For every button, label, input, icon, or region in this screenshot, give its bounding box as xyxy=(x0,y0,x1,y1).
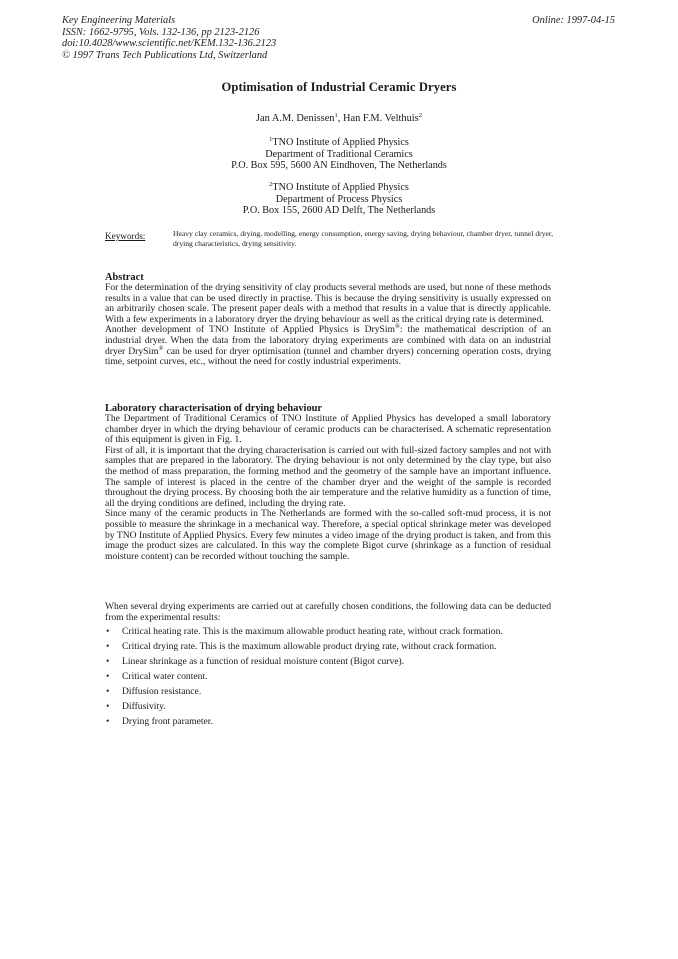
list-item: • Critical heating rate. This is the maximum allowable product heating rate, without crack formation. xyxy=(106,626,503,638)
affil-address: P.O. Box 595, 5600 AN Eindhoven, The Netherlands xyxy=(231,160,447,172)
list-item: • Linear shrinkage as a function of residual moisture content (Bigot curve). xyxy=(106,656,405,668)
list-item: • Critical drying rate. This is the maximum allowable product drying rate, without crack formation. xyxy=(106,641,497,653)
list-item: • Diffusion resistance. xyxy=(106,686,202,698)
affil-mark: 1 xyxy=(269,136,273,143)
author-separator: , xyxy=(337,113,343,124)
bullet-icon: • xyxy=(106,686,110,698)
affil-address: P.O. Box 155, 2600 AD Delft, The Netherlands xyxy=(242,205,436,217)
online-date: Online: 1997-04-15 xyxy=(532,15,615,26)
copyright-line: © 1997 Trans Tech Publications Ltd, Switzerland xyxy=(62,49,268,61)
author-affil-mark: 1 xyxy=(334,112,338,119)
results-list xyxy=(105,627,551,727)
abstract-paragraph: For the determination of the drying sensitivity of clay products several methods are used, but none of these methods results in a value that can be used directly in practise. This is because the drying sensitivity is usually expressed on an arbitrarily chosen scale. The present paper deals with a method that results in a value that is directly applicable. With a few experiments in a laboratory dryer the drying behaviour as well as the critical drying rate is determined. xyxy=(105,282,551,325)
abstract-heading: Abstract xyxy=(105,272,144,283)
results-section xyxy=(105,602,551,727)
paper-title: Optimisation of Industrial Ceramic Dryers xyxy=(221,80,457,94)
registered-mark: ® xyxy=(395,323,400,331)
journal-name: Key Engineering Materials xyxy=(62,15,176,26)
list-item: • Diffusivity. xyxy=(106,700,166,712)
author-affil-mark: 2 xyxy=(418,112,422,119)
keywords-text: Heavy clay ceramics, drying, modelling, energy consumption, energy saving, drying behaviour, chamber dryer, tunnel dryer, drying characteristics, drying sensitivity. xyxy=(173,229,553,249)
laboratory-section xyxy=(105,403,551,562)
affil-department: Department of Traditional Ceramics xyxy=(265,148,413,160)
journal-header xyxy=(62,15,276,61)
author-name: Jan A.M. Denissen xyxy=(256,113,335,124)
issn-line: ISSN: 1662-9795, Vols. 132-136, pp 2123-2126 xyxy=(62,26,260,38)
keywords-label: Keywords: xyxy=(105,231,146,241)
abstract-paragraph-drysim: Another development of TNO Institute of Applied Physics is DrySim®: the mathematical description of an industrial dryer. When the data from the laboratory drying experiments are combined with data on an industrial dryer DrySim® can be used for dryer optimisation (tunnel and chamber dryers) concerning operation costs, drying time, setpoint curves, etc., without the need for costly industrial experiments. xyxy=(105,323,551,368)
author-name: Han F.M. Velthuis xyxy=(342,113,419,124)
affil-institute: TNO Institute of Applied Physics xyxy=(272,137,409,148)
bullet-icon: • xyxy=(106,671,110,683)
results-intro: When several drying experiments are carried out at carefully chosen conditions, the following data can be deducted from the experimental results: xyxy=(105,601,551,623)
affiliation-2 xyxy=(0,182,678,217)
affiliation-1 xyxy=(0,137,678,172)
author-list xyxy=(0,113,678,124)
bullet-icon: • xyxy=(106,656,110,668)
affil-institute: TNO Institute of Applied Physics xyxy=(272,182,409,193)
abstract-section xyxy=(105,272,551,368)
section-heading: Laboratory characterisation of drying behaviour xyxy=(105,403,323,414)
list-item: • Critical water content. xyxy=(106,671,208,683)
bullet-icon: • xyxy=(106,715,110,727)
affil-department: Department of Process Physics xyxy=(275,193,403,205)
body-paragraph: First of all, it is important that the drying characterisation is carried out with full-sized factory samples and not with samples that are prepared in the laboratory. The drying behaviour is not only determined by the clay type, but also the method of mass preparation, the forming method and the geometry of the sample have an important influence. The sample of interest is placed in the centre of the chamber dryer and the weight of the sample is recorded throughout the drying process. By choosing both the air temperature and the relative humidity as a function of time, all the drying conditions are defined, including the drying rate. xyxy=(105,444,551,509)
doi-line[interactable]: doi:10.4028/www.scientific.net/KEM.132-136.2123 xyxy=(62,38,277,50)
affil-mark: 2 xyxy=(269,181,273,188)
registered-mark: ® xyxy=(158,344,164,352)
bullet-icon: • xyxy=(106,641,110,653)
bullet-icon: • xyxy=(106,626,110,638)
bullet-icon: • xyxy=(106,700,110,712)
body-paragraph: Since many of the ceramic products in The Netherlands are formed with the so-called soft-mud process, it is not possible to measure the shrinkage in a mechanical way. Therefore, a special optical shrinkage meter was developed by TNO Institute of Applied Physics. Every few minutes a video image of the drying product is taken, and from this image the product sizes are calculated. In this way the complete Bigot curve (shrinkage as a function of residual moisture content) can be recorded without touching the sample. xyxy=(105,508,551,562)
list-item: • Drying front parameter. xyxy=(106,715,213,727)
body-paragraph: The Department of Traditional Ceramics of TNO Institute of Applied Physics has developed a small laboratory chamber dryer in which the drying behaviour of ceramic products can be characterised. A schematic representation of this equipment is given in Fig. 1. xyxy=(105,413,551,446)
